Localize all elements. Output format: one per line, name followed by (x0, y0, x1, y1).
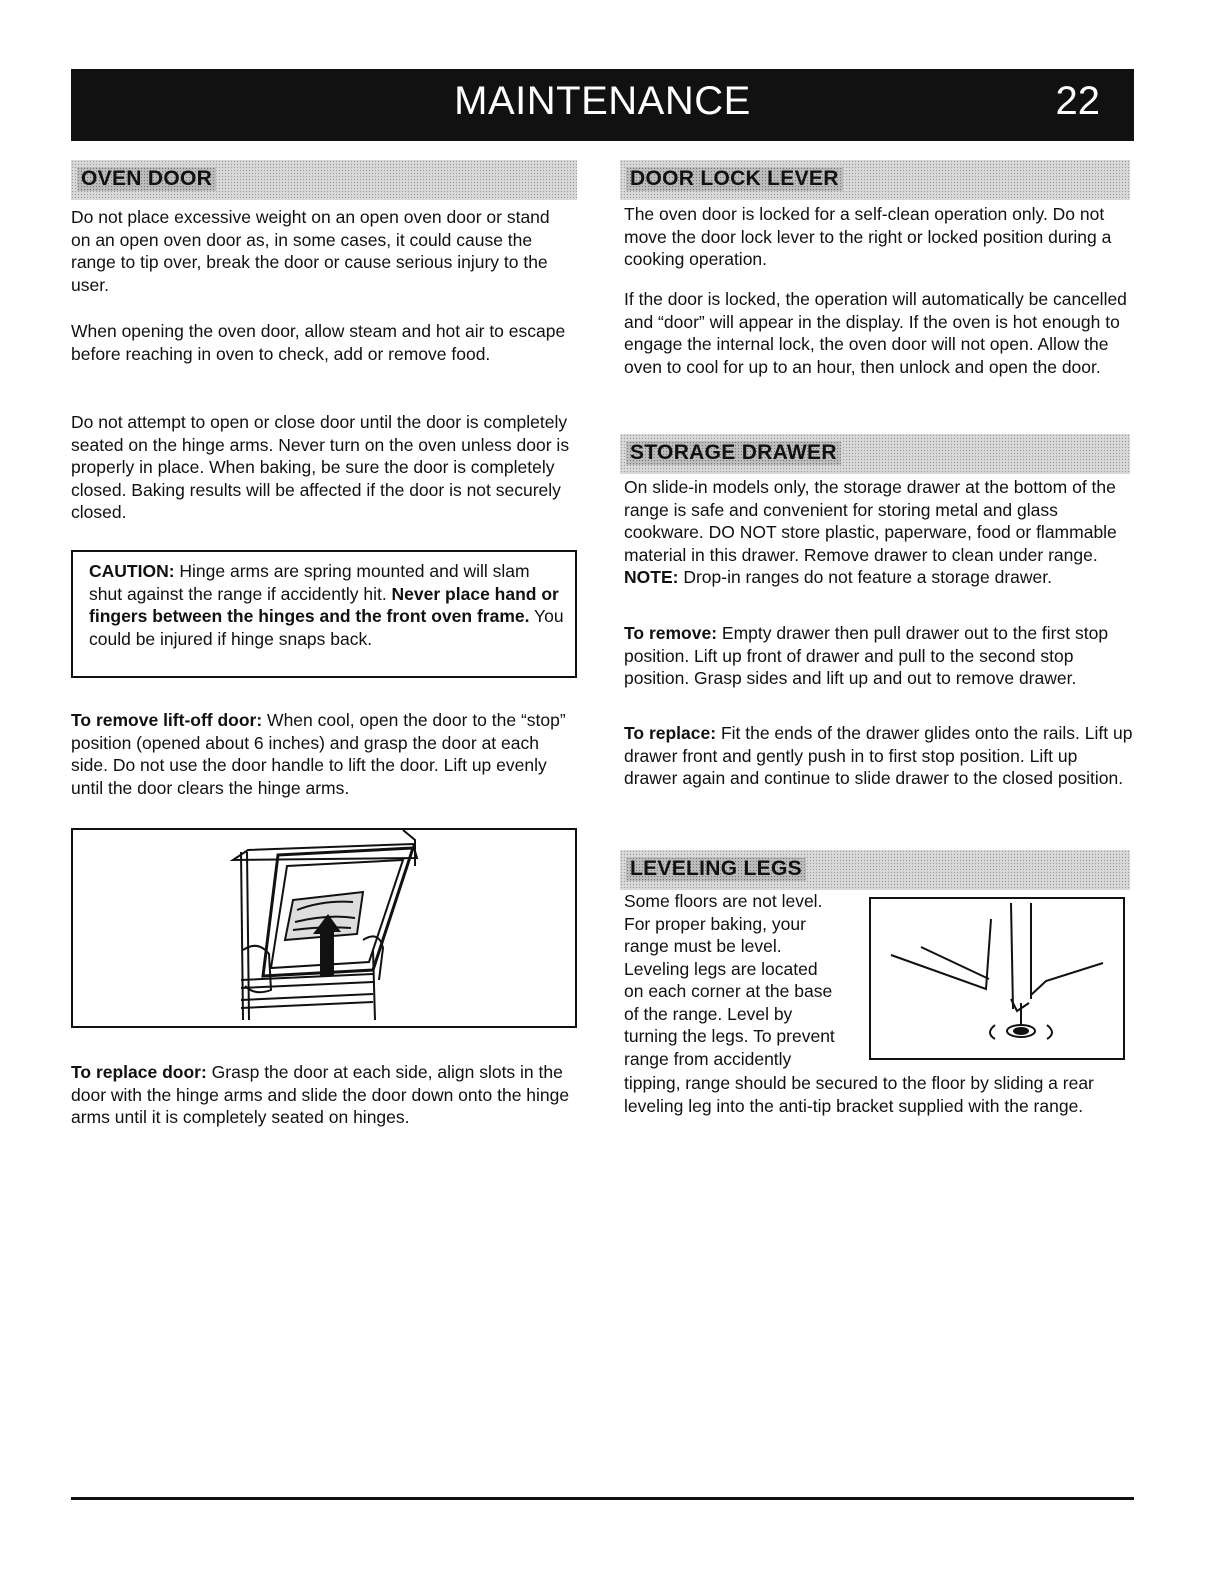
caution-text-2: You could be injured if hinge snaps back. (89, 606, 564, 649)
door-lock-heading-bar (620, 160, 1130, 200)
door-lock-heading: DOOR LOCK LEVER (626, 167, 843, 191)
caution-text-1: Hinge arms are spring mounted and will slam shut against the range if accidently hit. (89, 561, 530, 604)
leveling-leg-drawing (871, 899, 1123, 1058)
leveling-line-3: range must be level. (624, 936, 782, 956)
footer-rule (71, 1497, 1134, 1500)
oven-door-heading: OVEN DOOR (77, 167, 216, 191)
oven-door-paragraph-1: Do not place excessive weight on an open oven door or stand on an open oven door as, in some cases, it could cause the range to tip over, break the door or cause serious injury to the user. (71, 207, 550, 295)
storage-heading: STORAGE DRAWER (626, 441, 841, 465)
leveling-heading: LEVELING LEGS (626, 857, 806, 881)
storage-replace-text: Fit the ends of the drawer glides onto the rails. Lift up drawer front and gently push in to first stop position. Lift up drawer again and continue to slide drawer to the closed position. (624, 723, 1133, 788)
replace-door-text: Grasp the door at each side, align slots in the door with the hinge arms and slide the door down onto the hinge arms until it is completely seated on hinges. (71, 1062, 570, 1127)
remove-door-paragraph (71, 709, 573, 799)
caution-box (71, 550, 577, 678)
door-removal-drawing (73, 830, 575, 1026)
door-lock-paragraph-1: The oven door is locked for a self-clean operation only. Do not move the door lock lever to the right or locked position during a cooking operation. (624, 204, 1112, 269)
storage-text-a: On slide-in models only, the storage drawer at the bottom of the range is safe and convenient for storing metal and glass cookware. DO NOT store plastic, paperware, food or flammable material in this drawer. Remove drawer to clean under range. (624, 477, 1117, 565)
storage-heading-bar (620, 434, 1130, 474)
page-header (71, 69, 1134, 141)
storage-remove-paragraph (624, 622, 1134, 690)
remove-door-label: To remove lift-off door: (71, 710, 263, 730)
oven-door-illustration (71, 828, 577, 1028)
oven-door-paragraph-3: Do not attempt to open or close door until the door is completely seated on the hinge arms. Never turn on the oven unless door is properly in place. When baking, be sure the door is completely closed. Baking results will be affected if the door is not securely closed. (71, 412, 570, 522)
leveling-line-2: For proper baking, your (624, 913, 806, 934)
door-lock-paragraph-2: If the door is locked, the operation will automatically be cancelled and “door” will appear in the display. If the oven is hot enough to engage the internal lock, the oven door will not open. Allow the oven to cool for up to an hour, then unlock and open the door. (624, 289, 1127, 377)
caution-text (89, 560, 567, 650)
caution-warning: Never place hand or fingers between the hinges and the front oven frame. (89, 583, 559, 626)
leveling-line-8: range from accidently (624, 1048, 792, 1069)
page-title: MAINTENANCE (454, 79, 751, 123)
storage-paragraph-1 (624, 476, 1134, 589)
leveling-leg-illustration (869, 897, 1125, 1060)
replace-door-paragraph (71, 1061, 573, 1129)
leveling-paragraph-tail: tipping, range should be secured to the floor by sliding a rear leveling leg into the anti-tip bracket supplied with the range. (624, 1073, 1094, 1116)
leveling-line-6: of the range. Level by (624, 1003, 793, 1024)
caution-label: CAUTION: (89, 561, 175, 581)
storage-text-b: Drop-in ranges do not feature a storage drawer. (678, 567, 1053, 587)
leveling-line-7: turning the legs. To prevent (624, 1026, 835, 1046)
storage-replace-label: To replace: (624, 723, 717, 743)
storage-note-label: NOTE: (624, 567, 679, 587)
oven-door-paragraph-2: When opening the oven door, allow steam and hot air to escape before reaching in oven to check, add or remove food. (71, 321, 566, 364)
page-number: 22 (1055, 79, 1100, 123)
leveling-line-4: Leveling legs are located (624, 958, 818, 979)
storage-remove-label: To remove: (624, 623, 718, 643)
storage-remove-text: Empty drawer then pull drawer out to the first stop position. Lift up front of drawer and pull to the second stop position. Grasp sides and lift up and out to remove drawer. (624, 623, 1109, 688)
replace-door-label: To replace door: (71, 1062, 207, 1082)
leveling-heading-bar (620, 850, 1130, 890)
storage-replace-paragraph (624, 722, 1134, 790)
leveling-line-5: on each corner at the base (624, 981, 833, 1001)
remove-door-text: When cool, open the door to the “stop” position (opened about 6 inches) and grasp the door at each side. Do not use the door handle to lift the door. Lift up evenly until the door clears the hinge arms. (71, 710, 566, 798)
oven-door-heading-bar (71, 160, 577, 200)
leveling-wrapped-lines (624, 890, 864, 1070)
leveling-line-1: Some floors are not level. (624, 891, 823, 911)
